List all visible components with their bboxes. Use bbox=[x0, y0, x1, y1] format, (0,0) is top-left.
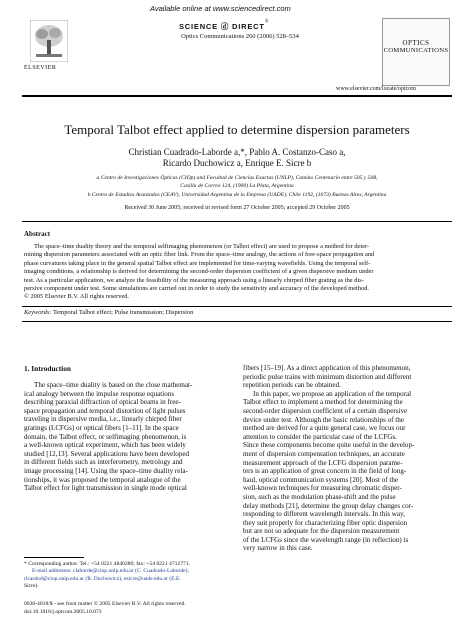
intro-right-column: fibers [15–19]. As a direct application of this phenomenon, periodic pulse trains with minimum distortion and different repetition periods can be obtained. In this paper, we propose an application of the temporal Talbot effect to implement a method for determining the second-order dispersion coefficient of a certain dispersive device under test. Although the basic relationships of the method are derived for a quite general case, we focus our attention to consider the particular case of the LCFGs. Since these components become quite useful in the develop- ment of dispersion compensation techniques, an accurate measurement approach of the LCFG dispersion parame- ters is an application of great concern in the field of long- haul, optical communication systems [20]. Most of the well-known techniques for measuring chromatic disper- sion, such as the modulation phase-shift and the pulse delay methods [21], determine the group delay changes cor- responding to different wavelength intervals. In this way, they suit properly for characterizing fiber optic dispersion but are not so adequate for the dispersion measurement of the LCFGs since the wavelength range (in reflection) is very narrow in this case. bbox=[243, 364, 415, 553]
email-addresses-line-3: Sicre). bbox=[24, 583, 39, 590]
doi-line[interactable]: doi:10.1016/j.optcom.2005.10.073 bbox=[24, 609, 102, 615]
footnote-rule bbox=[24, 557, 84, 558]
elsevier-tree-logo bbox=[30, 20, 68, 62]
affiliation-a-line-1: a Centro de Investigaciones Ópticas (CIOp) and Facultad de Ciencias Exactas (UNLP), Camino Centenario entre 505 y 508, bbox=[96, 175, 378, 181]
sciencedirect-wordmark: SCIENCE ⓓ DIRECT bbox=[179, 22, 265, 31]
authors-line-1: Christian Cuadrado-Laborde a,*, Pablo A. Costanzo-Caso a, bbox=[128, 147, 346, 157]
email-addresses-line-2[interactable]: ricardod@ciop.unlp.edu.ar (R. Duchowicz), esicre@uade.edu.ar (E.E. bbox=[24, 575, 181, 582]
keywords-rule bbox=[22, 306, 452, 307]
received-dates: Received 30 June 2005; received in revised form 27 October 2005; accepted 29 October 2005 bbox=[124, 205, 350, 211]
abstract-heading: Abstract bbox=[24, 230, 51, 238]
abstract-top-rule bbox=[22, 221, 452, 222]
authors-line-2: Ricardo Duchowicz a, Enrique E. Sicre b bbox=[162, 158, 312, 168]
affiliation-a-line-2: Casilla de Correo 124, (1900) La Plata, Argentina bbox=[180, 183, 294, 189]
abstract-body: The space–time duality theory and the temporal selfimaging phenomenon (or Talbot effect) are used to propose a method for deter- mining dispersion parameters associated with an optic fiber link. From the space–time analogy, the actions of free-space propagation and phase curvatures taking place in the general spatial Talbot effect are implemented for time-varying wavefields. Using the temporal self- imaging conditions, a relationship is derived for determining the second-order dispersion coefficient of a given dispersive medium under test. As a particular application, we analyze the feasibility of the measuring approach using a linearly chirped fiber grating as the dis- persive component under test. Some simulations are carried out in order to study the sensitivity and accuracy of the developed method. © 2005 Elsevier B.V. All rights reserved. bbox=[24, 243, 375, 301]
affiliation-b: b Centro de Estudios Avanzados (CEAV), Universidad Argentina de la Empresa (UADE), Chile 1192, (1073) Buenos Aires, Argentina bbox=[87, 192, 387, 198]
abstract-bottom-rule bbox=[22, 321, 452, 322]
section-heading-introduction: 1. Introduction bbox=[24, 364, 71, 373]
corresponding-author-note: * Corresponding author. Tel.: +54 0221 4840280; fax: +54 0221 4712771. bbox=[24, 561, 191, 567]
footnotes bbox=[24, 561, 232, 591]
keywords: Keywords: Temporal Talbot effect; Pulse transmission; Dispersion bbox=[24, 309, 194, 316]
issn-line: 0030-4018/$ - see front matter © 2005 Elsevier B.V. All rights reserved. bbox=[24, 601, 186, 607]
journal-cover-logo: OPTICS COMMUNICATIONS bbox=[382, 18, 450, 86]
intro-left-column: The space–time duality is based on the close mathemat- ical analogy between the impulse response equations describing paraxial diffraction of optical beams in free- space propagation and temporal distortion of light pulses traveling in dispersive media, i.e., linearly chirped fiber gratings (LCFGs) or optical fibers [1–11]. In the space domain, the Talbot effect, or selfimaging phenomenon, is a well-known optical experiment, which has been widely studied [12,13]. Several applications have been developed in different fields such as interferometry, metrology and image processing [14]. Using the space–time duality rela- tionships, it was proposed the temporal analogue of the Talbot effect for light transmission in single mode optical bbox=[24, 381, 193, 493]
header-rule bbox=[22, 95, 452, 97]
journal-citation: Optics Communications 260 (2006) 528–534 bbox=[181, 33, 299, 40]
available-online-text[interactable]: Available online at www.sciencedirect.com bbox=[150, 4, 291, 13]
article-title: Temporal Talbot effect applied to determine dispersion parameters bbox=[64, 122, 410, 137]
publisher-name: ELSEVIER bbox=[24, 65, 57, 71]
email-addresses-line-1[interactable]: E-mail addresses: claborde@ciop.unlp.edu.ar (C. Cuadrado-Laborde), bbox=[32, 568, 189, 575]
journal-url[interactable]: www.elsevier.com/locate/optcom bbox=[336, 86, 416, 92]
sciencedirect-logo: SCIENCE ⓓ DIRECT® bbox=[179, 19, 269, 31]
